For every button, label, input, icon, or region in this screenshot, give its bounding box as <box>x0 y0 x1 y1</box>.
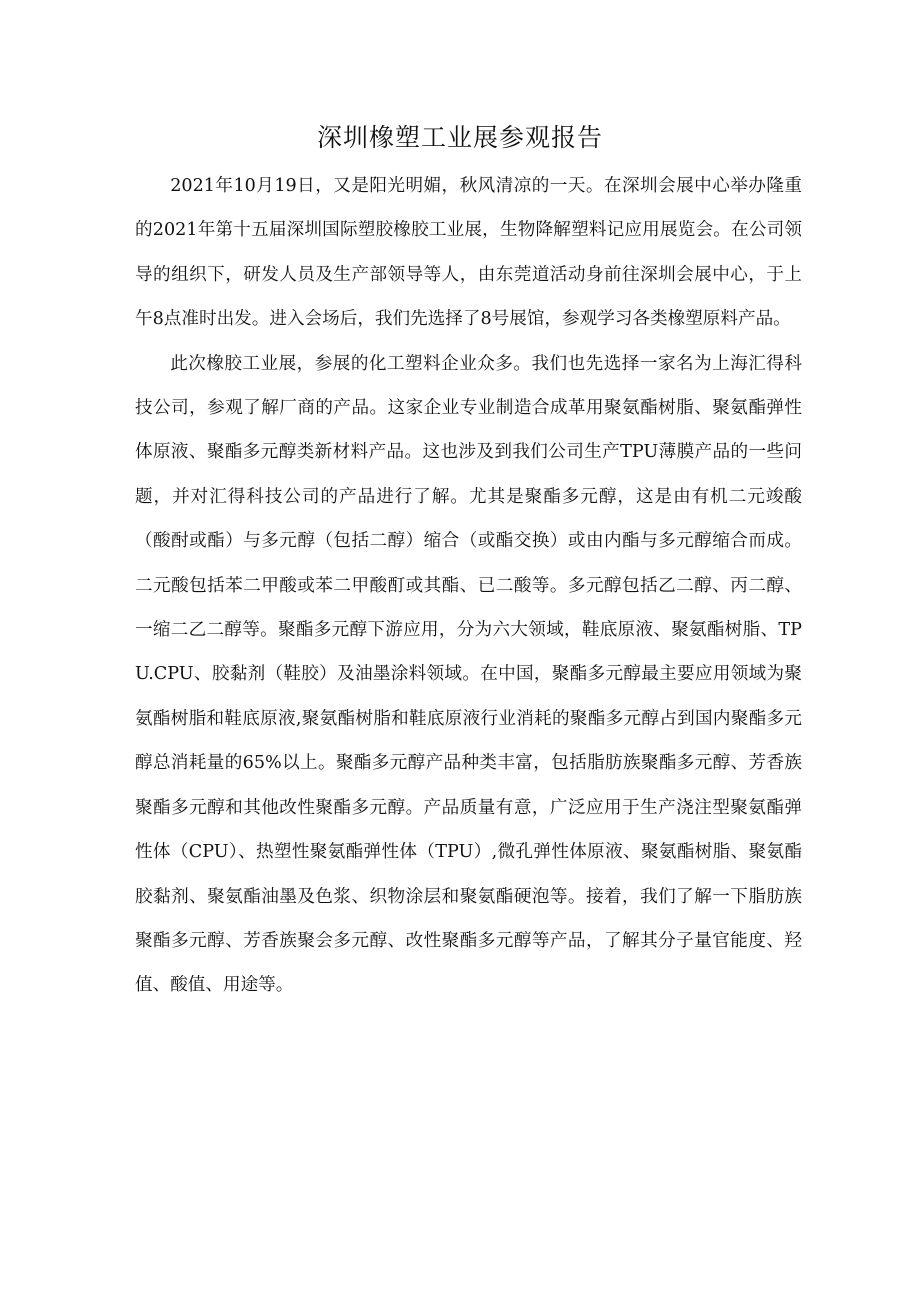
paragraph-1: 2021年10月19日，又是阳光明媚，秋风清凉的一天。在深圳会展中心举办隆重的2021年第十五届深圳国际塑胶橡胶工业展，生物降解塑料记应用展览会。在公司领导的组织下，研发人员及生产部领导等人，由东莞道活动身前往深圳会展中心，于上午8点准时出发。进入会场后，我们先选择了8号展馆，参观学习各类橡塑原料产品。 <box>135 176 802 330</box>
paragraph-2: 此次橡胶工业展，参展的化工塑料企业众多。我们也先选择一家名为上海汇得科技公司，参观了解厂商的产品。这家企业专业制造合成革用聚氨酯树脂、聚氨酯弹性体原液、聚酯多元醇类新材料产品。这也涉及到我们公司生产TPU薄膜产品的一些问题，并对汇得科技公司的产品进行了解。尤其是聚酯多元醇，这是由有机二元竣酸（酸酎或酯）与多元醇（包括二醇）缩合（或酯交换）或由内酯与多元醇缩合而成。二元酸包括苯二甲酸或苯二甲酸酊或其酯、已二酸等。多元醇包括乙二醇、丙二醇、一缩二乙二醇等。聚酯多元醇下游应用，分为六大领域，鞋底原液、聚氨酯树脂、TPU.CPU、胶黏剂（鞋胶）及油墨涂料领域。在中国，聚酯多元醇最主要应用领域为聚氨酯树脂和鞋底原液,聚氨酯树脂和鞋底原液行业消耗的聚酯多元醇占到国内聚酯多元醇总消耗量的65%以上。聚酯多元醇产品种类丰富，包括脂肪族聚酯多元醇、芳香族聚酯多元醇和其他改性聚酯多元醇。产品质量有意，广泛应用于生产浇注型聚氨酯弹性体（CPU）、热塑性聚氨酯弹性体（TPU）,微孔弹性体原液、聚氨酯树脂、聚氨酯胶黏剂、聚氨酯油墨及色浆、织物涂层和聚氨酯硬泡等。接着，我们了解一下脂肪族聚酯多元醇、芳香族聚会多元醇、改性聚酯多元醇等产品，了解其分子量官能度、羟值、酸值、用途等。 <box>135 353 802 996</box>
document-title: 深圳橡塑工业展参观报告 <box>316 123 603 152</box>
document-body <box>135 164 802 1008</box>
